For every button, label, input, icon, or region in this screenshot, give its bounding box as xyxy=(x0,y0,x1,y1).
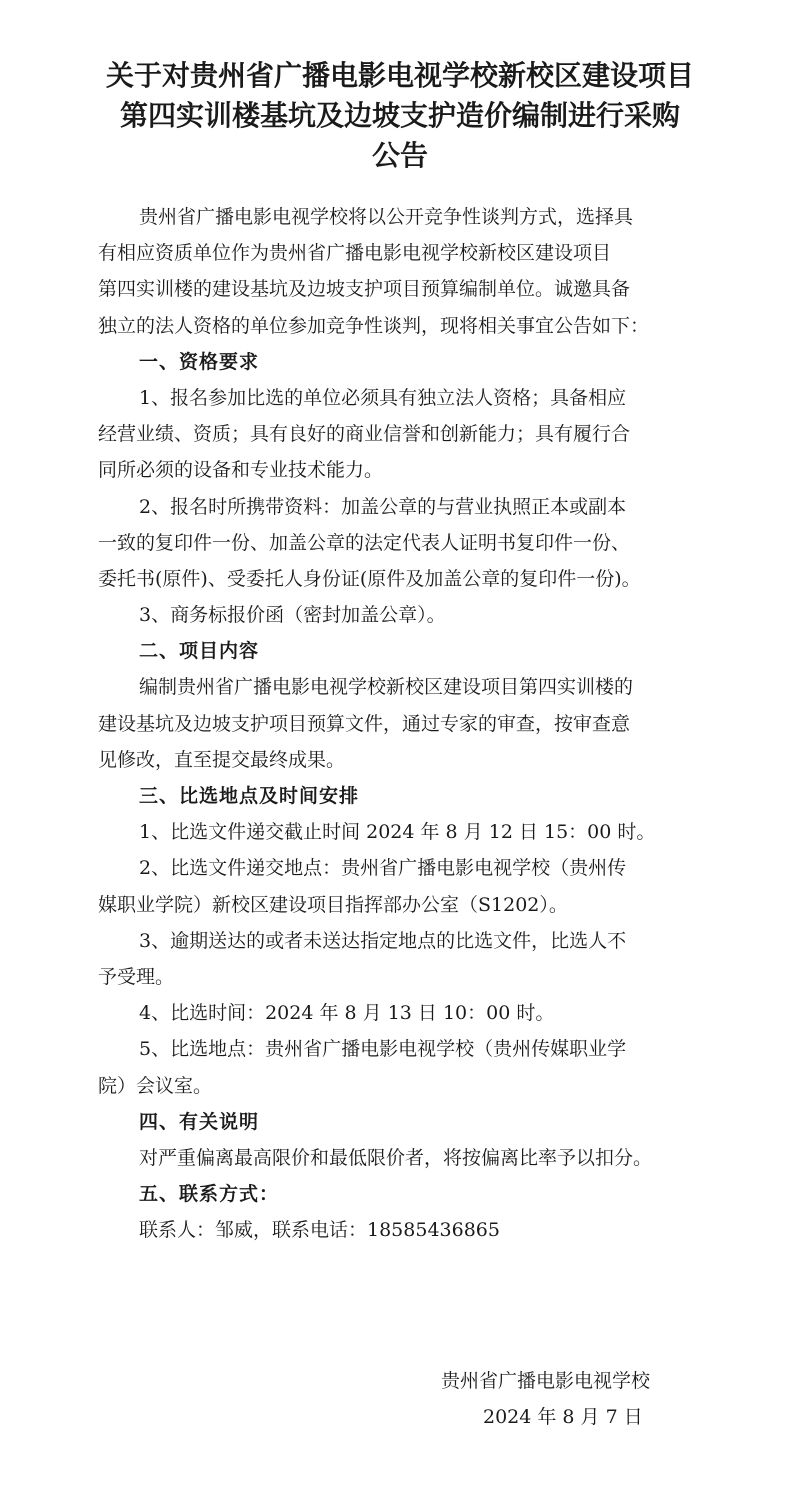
paragraph-line: 3、逾期送达的或者未送达指定地点的比选文件，比选人不 xyxy=(139,929,627,952)
paragraph-line: 建设基坑及边坡支护项目预算文件，通过专家的审查，按审查意 xyxy=(98,712,631,735)
paragraph-line: 见修改，直至提交最终成果。 xyxy=(98,748,346,771)
document-body xyxy=(98,199,718,1248)
paragraph-line: 2、报名时所携带资料：加盖公章的与营业执照正本或副本 xyxy=(139,495,627,518)
intro-line: 第四实训楼的建设基坑及边坡支护项目预算编制单位。诚邀具备 xyxy=(98,278,631,301)
paragraph-line: 经营业绩、资质；具有良好的商业信誉和创新能力；具有履行合 xyxy=(98,423,631,446)
title-line-1: 关于对贵州省广播电影电视学校新校区建设项目 xyxy=(105,59,694,92)
document-title xyxy=(60,56,740,176)
schedule-item-1: 1、比选文件递交截止时间 2024 年 8 月 12 日 15：00 时。 xyxy=(139,821,656,844)
paragraph-line: 一致的复印件一份、加盖公章的法定代表人证明书复印件一份、 xyxy=(98,531,631,554)
intro-line: 独立的法人资格的单位参加竞争性谈判，现将相关事宜公告如下： xyxy=(98,314,650,337)
paragraph-line: 委托书(原件)、受委托人身份证(原件及加盖公章的复印件一份)。 xyxy=(98,567,641,590)
qualification-item-3: 3、商务标报价函（密封加盖公章）。 xyxy=(139,604,446,627)
schedule-item-4: 4、比选时间：2024 年 8 月 13 日 10：00 时。 xyxy=(139,1002,555,1025)
paragraph-line: 5、比选地点：贵州省广播电影电视学校（贵州传媒职业学 xyxy=(139,1038,627,1061)
paragraph-line: 编制贵州省广播电影电视学校新校区建设项目第四实训楼的 xyxy=(139,676,634,699)
intro-line: 有相应资质单位作为贵州省广播电影电视学校新校区建设项目 xyxy=(98,242,612,265)
section-heading-qualifications: 一、资格要求 xyxy=(139,350,260,373)
section-heading-contact: 五、联系方式： xyxy=(139,1183,280,1206)
schedule-item-3 xyxy=(98,923,718,995)
qualification-item-2 xyxy=(98,489,718,598)
notes-text: 对严重偏离最高限价和最低限价者，将按偏离比率予以扣分。 xyxy=(139,1146,653,1169)
intro-line: 贵州省广播电影电视学校将以公开竞争性谈判方式，选择具 xyxy=(139,206,634,228)
signature-date: 2024 年 8 月 7 日 xyxy=(483,1406,643,1428)
project-content-paragraph xyxy=(98,669,718,778)
qualification-item-1 xyxy=(98,380,718,489)
schedule-item-2 xyxy=(98,850,718,922)
section-heading-project-content: 二、项目内容 xyxy=(139,640,260,663)
title-line-2: 第四实训楼基坑及边坡支护造价编制进行采购 xyxy=(119,99,680,132)
paragraph-line: 同所必须的设备和专业技术能力。 xyxy=(98,459,384,482)
section-heading-schedule: 三、比选地点及时间安排 xyxy=(139,785,360,807)
paragraph-line: 予受理。 xyxy=(98,965,175,988)
paragraph-line: 院）会议室。 xyxy=(98,1074,213,1097)
signature-organization: 贵州省广播电影电视学校 xyxy=(441,1370,651,1392)
contact-text: 联系人：邹威，联系电话：18585436865 xyxy=(139,1219,500,1242)
paragraph-line: 2、比选文件递交地点：贵州省广播电影电视学校（贵州传 xyxy=(139,857,627,880)
title-line-3: 公告 xyxy=(371,139,428,172)
paragraph-line: 1、报名参加比选的单位必须具有独立法人资格；具备相应 xyxy=(139,386,627,409)
schedule-item-5 xyxy=(98,1031,718,1103)
paragraph-line: 媒职业学院）新校区建设项目指挥部办公室（S1202）。 xyxy=(98,893,568,916)
intro-paragraph xyxy=(98,199,718,344)
section-heading-notes: 四、有关说明 xyxy=(139,1110,260,1133)
